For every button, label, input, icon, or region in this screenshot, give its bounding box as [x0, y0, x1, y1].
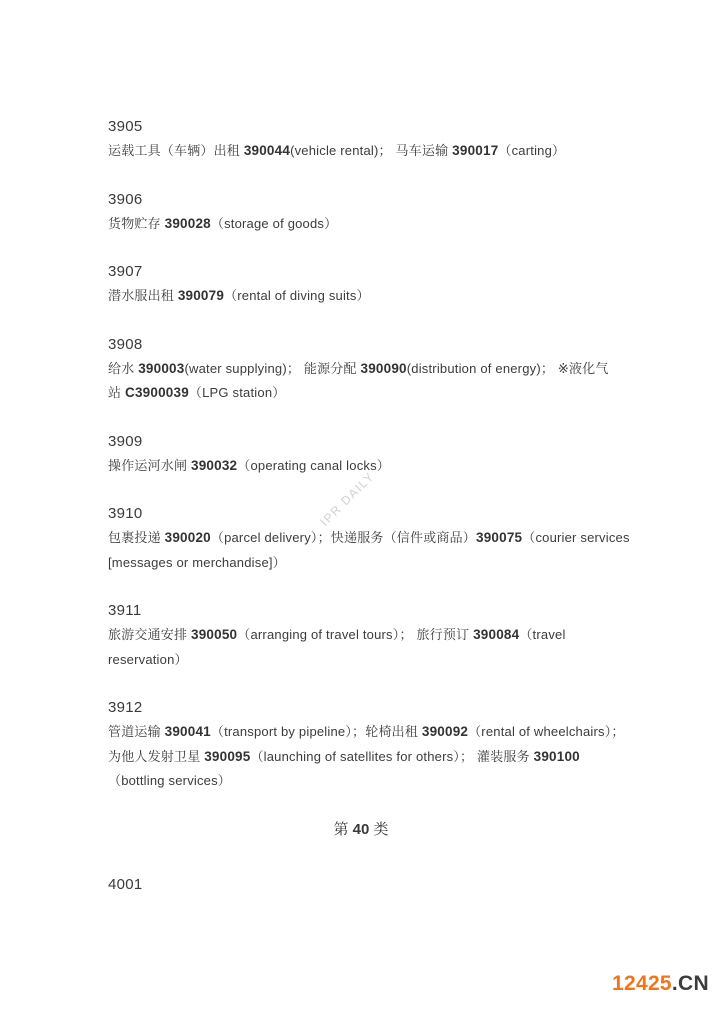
section-code: 3907: [108, 263, 143, 280]
logo-tld: .CN: [671, 972, 709, 995]
section-text-line: 运载工具（车辆）出租 390044(vehicle rental)； 马车运输 390017（carting）: [108, 143, 566, 158]
classification-section-3907: [108, 259, 614, 309]
section-code: 3910: [108, 505, 143, 522]
classification-section-3912: [108, 695, 625, 794]
section-text-line: reservation）: [108, 651, 188, 667]
classification-section-3906: [108, 187, 614, 237]
section-code: 3908: [108, 335, 143, 353]
section-text-line: （bottling services）: [108, 773, 232, 788]
section-text-line: 为他人发射卫星 390095（launching of satellites for others）； 灌装服务 390100: [108, 748, 580, 764]
section-text-line: 包裹投递 390020（parcel delivery）；快递服务（信件或商品）390075（courier services: [108, 530, 630, 545]
section-text-line: 操作运河水闸 390032（operating canal locks）: [108, 457, 390, 473]
section-text-line: 站 C3900039（LPG station）: [108, 385, 286, 400]
classification-section-3909: [108, 429, 614, 479]
section-code: 3905: [108, 118, 143, 135]
section-code: 3906: [108, 190, 143, 208]
section-text-line: [messages or merchandise]）: [108, 554, 286, 570]
section-code: 3911: [108, 602, 142, 619]
classification-section-3905: [108, 114, 614, 164]
classification-sections-container: [108, 114, 630, 794]
document-content: [108, 114, 630, 897]
section-text-line: 潜水服出租 390079（rental of diving suits）: [108, 288, 370, 303]
classification-section-3911: [108, 598, 614, 672]
section-code: 3909: [108, 432, 143, 450]
section-text-line: 旅游交通安排 390050（arranging of travel tours）； 旅行预订 390084（travel: [108, 627, 566, 642]
site-logo: [612, 972, 709, 996]
section-text-line: 货物贮存 390028（storage of goods）: [108, 215, 338, 231]
classification-section-3910: [108, 501, 630, 575]
classification-section-3908: [108, 332, 614, 406]
section-code-4001: 4001: [108, 875, 143, 893]
logo-number: 12425: [612, 972, 672, 995]
watermark-text: IPR DAILY: [317, 469, 378, 529]
section-code: 3912: [108, 699, 143, 716]
class-40-heading: 第 40 类: [333, 820, 389, 838]
section-text-line: 给水 390003(water supplying)； 能源分配 390090(distribution of energy)； ※液化气: [108, 360, 609, 376]
section-text-line: 管道运输 390041（transport by pipeline）；轮椅出租 390092（rental of wheelchairs）；: [108, 724, 625, 739]
